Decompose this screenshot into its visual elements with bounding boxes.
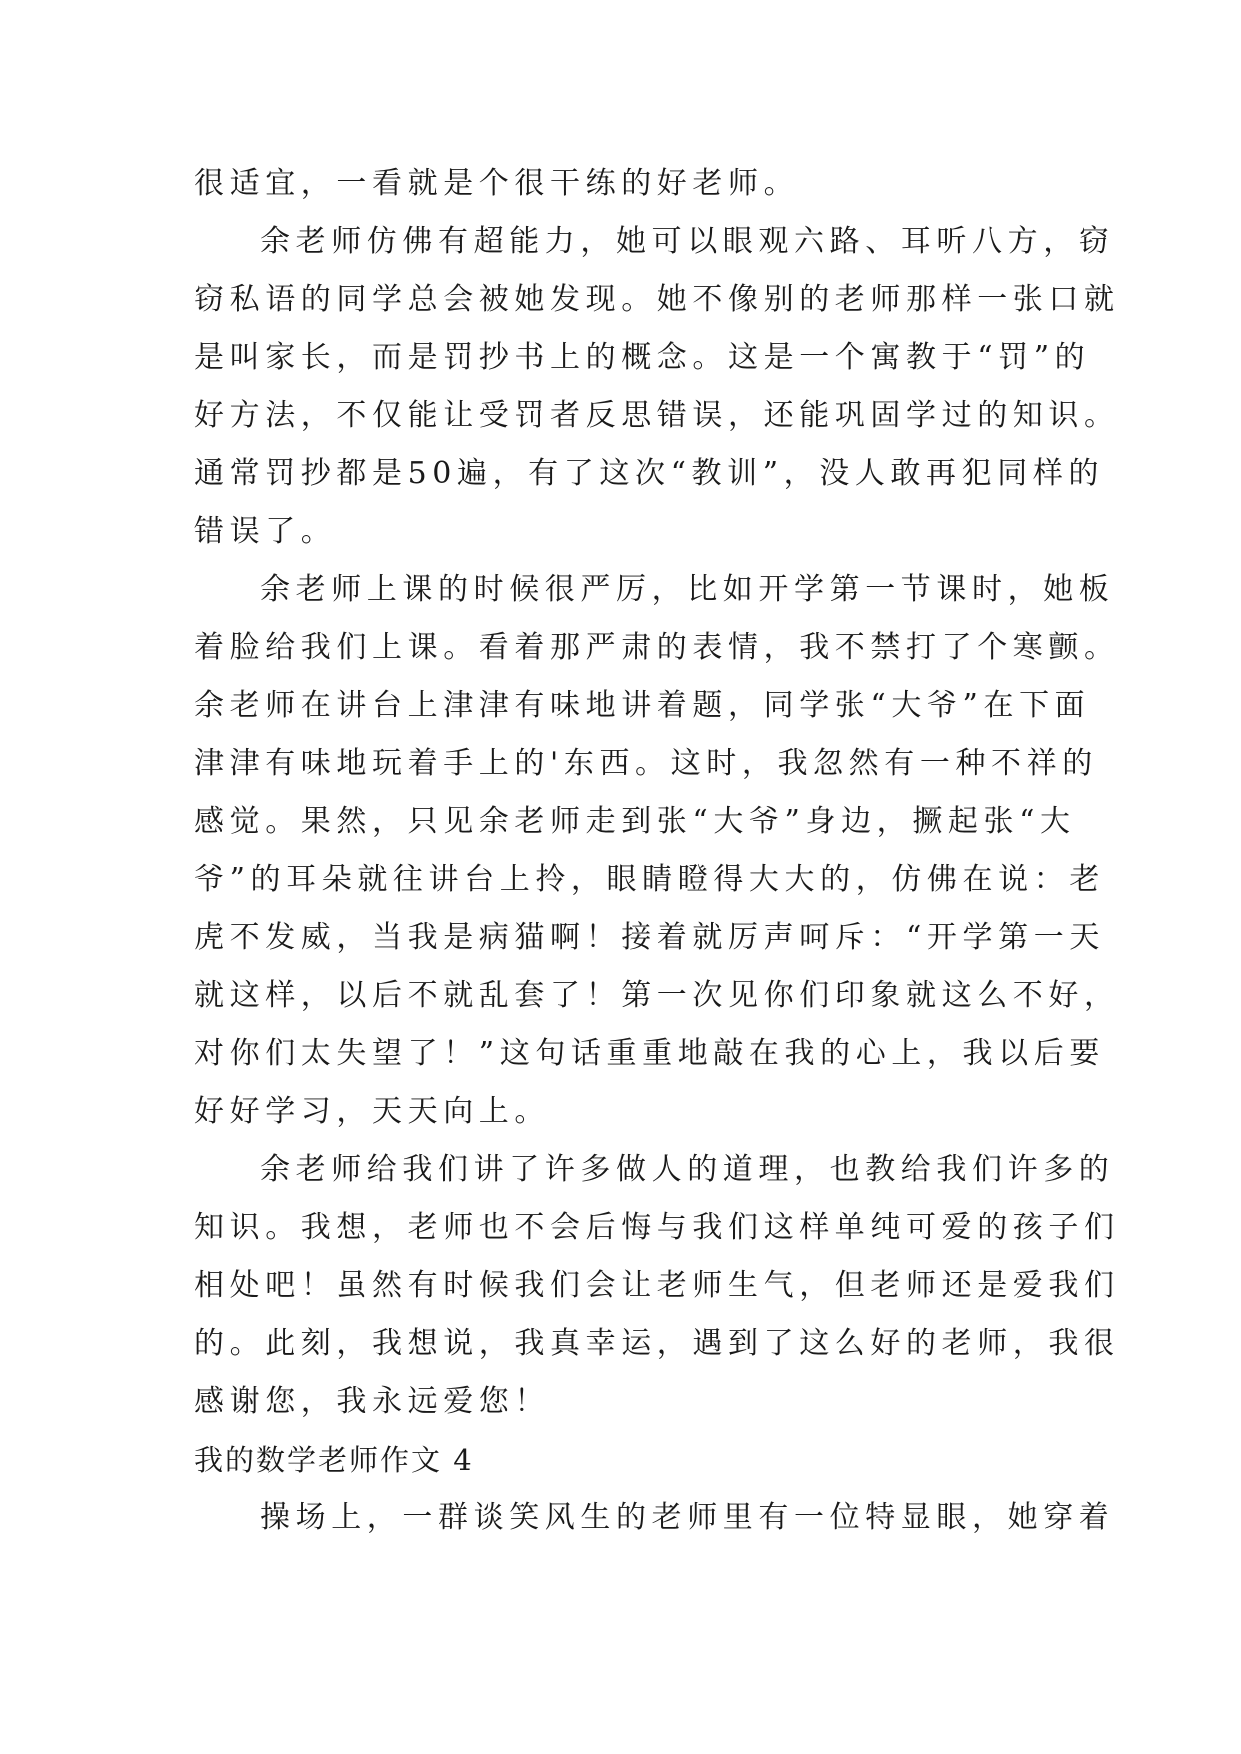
text-line: 余老师在讲台上津津有味地讲着题，同学张“大爷”在下面 [194,688,1091,723]
essay-body [194,155,1120,1547]
section-heading: 我的数学老师作文 4 [194,1443,474,1477]
text-line: 好好学习，天天向上。 [194,1094,550,1129]
text-line: 相处吧！虽然有时候我们会让老师生气，但老师还是爱我们 [194,1268,1120,1303]
paragraph-start-line: 余老师给我们讲了许多做人的道理，也教给我们许多的 [260,1152,1115,1187]
text-line: 错误了。 [194,514,337,549]
text-line: 着脸给我们上课。看着那严肃的表情，我不禁打了个寒颤。 [194,630,1120,665]
paragraph-start-line: 操场上，一群谈笑风生的老师里有一位特显眼，她穿着 [260,1500,1115,1535]
text-line: 津津有味地玩着手上的'东西。这时，我忽然有一种不祥的 [194,746,1098,781]
paragraph-start-line: 余老师上课的时候很严厉，比如开学第一节课时，她板 [260,572,1115,607]
text-line: 是叫家长，而是罚抄书上的概念。这是一个寓教于“罚”的 [194,340,1091,375]
text-line: 就这样，以后不就乱套了！第一次见你们印象就这么不好， [194,978,1120,1013]
text-line: 通常罚抄都是50遍，有了这次“教训”，没人敢再犯同样的 [194,456,1105,491]
text-line: 爷”的耳朵就往讲台上拎，眼睛瞪得大大的，仿佛在说：老 [194,862,1105,897]
text-line: 很适宜，一看就是个很干练的好老师。 [194,166,800,201]
text-line: 的。此刻，我想说，我真幸运，遇到了这么好的老师，我很 [194,1326,1120,1361]
text-line: 对你们太失望了！”这句话重重地敲在我的心上，我以后要 [194,1036,1105,1071]
text-line: 窃私语的同学总会被她发现。她不像别的老师那样一张口就 [194,282,1120,317]
text-line: 感谢您，我永远爱您！ [194,1384,550,1419]
text-line: 好方法，不仅能让受罚者反思错误，还能巩固学过的知识。 [194,398,1120,433]
text-line: 感觉。果然，只见余老师走到张“大爷”身边，撅起张“大 [194,804,1076,839]
text-line: 虎不发威，当我是病猫啊！接着就厉声呵斥：“开学第一天 [194,920,1105,955]
paragraph-start-line: 余老师仿佛有超能力，她可以眼观六路、耳听八方，窃 [260,224,1115,259]
text-line: 知识。我想，老师也不会后悔与我们这样单纯可爱的孩子们 [194,1210,1120,1245]
